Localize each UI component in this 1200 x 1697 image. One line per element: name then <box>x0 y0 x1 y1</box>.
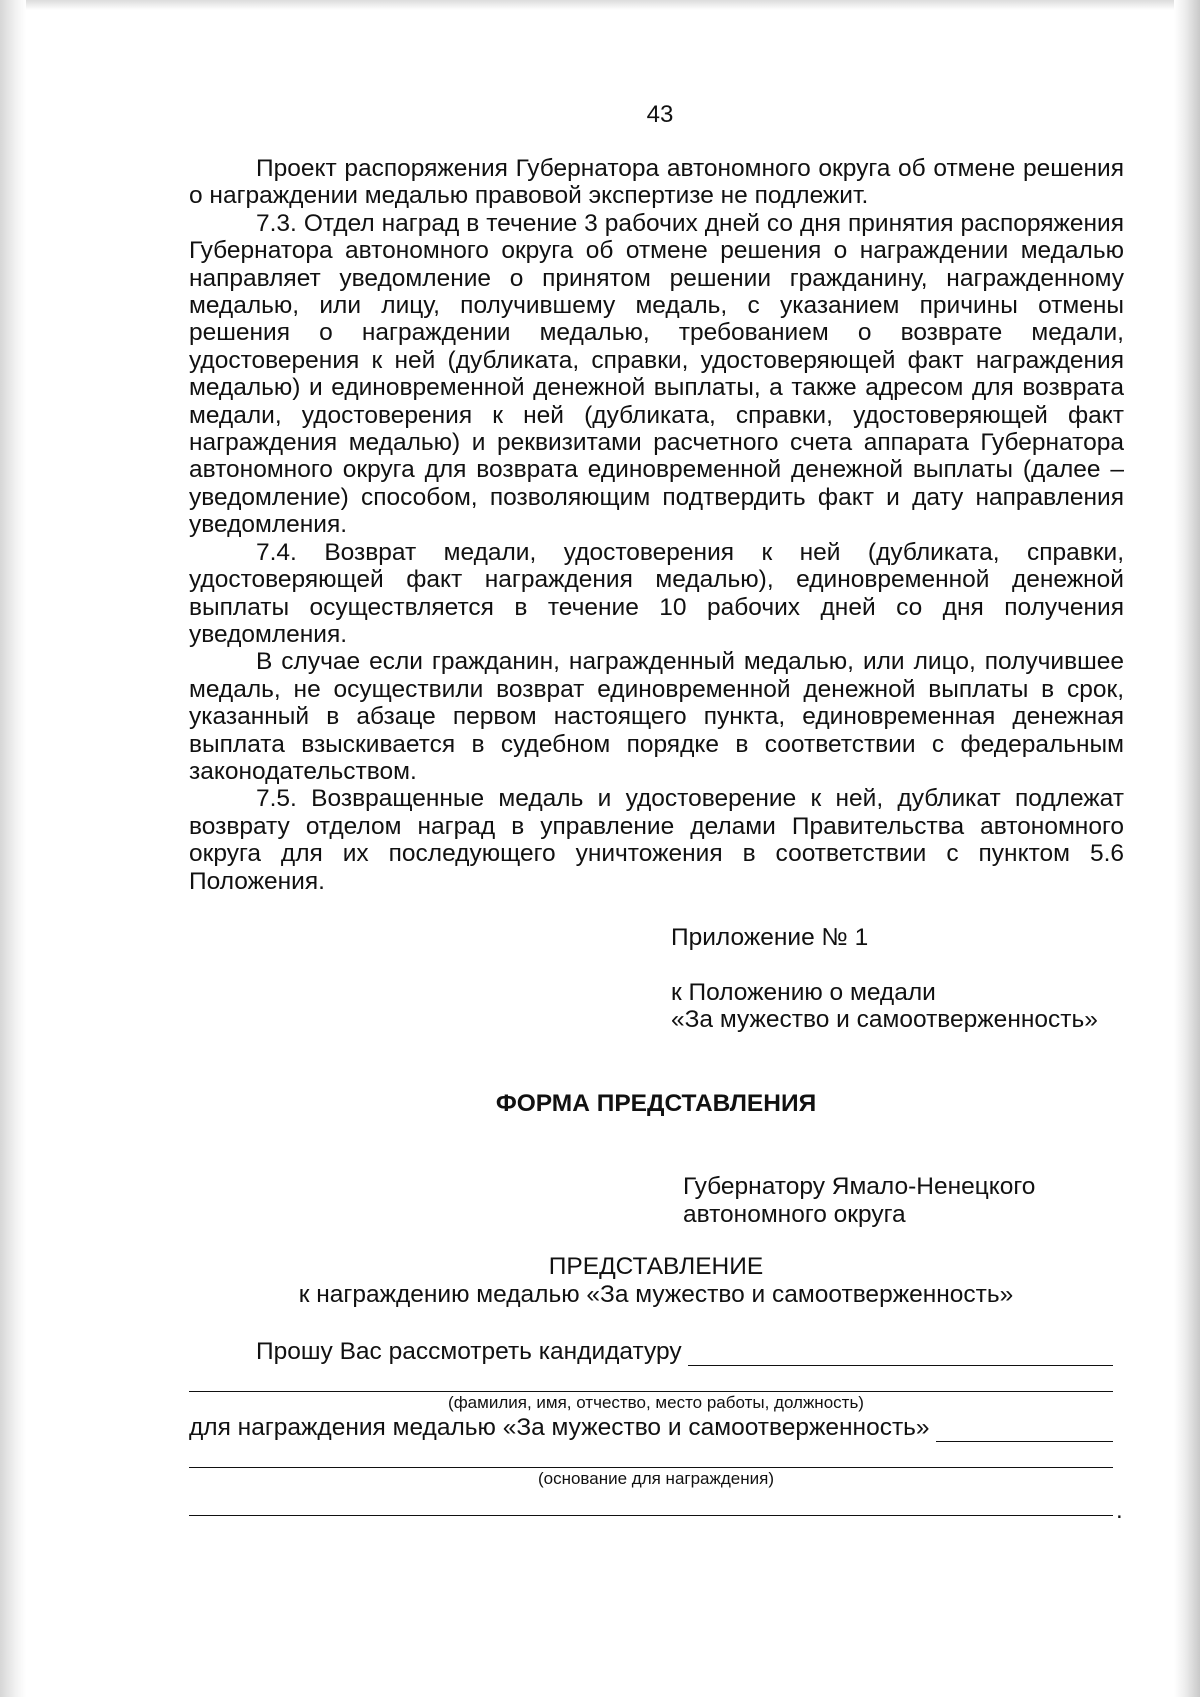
paragraph-7-4: 7.4. Возврат медали, удостоверения к ней (дубликата, справки, удостоверяющей факт награждения медалью), единовременной денежной выплаты осуществляется в течение 10 рабочих дней со дня получения уведомления. <box>189 538 1124 648</box>
candidate-details-line[interactable] <box>189 1365 1113 1392</box>
form-title: ФОРМА ПРЕДСТАВЛЕНИЯ <box>495 1090 817 1117</box>
addressee-line-2: автономного округа <box>683 1201 906 1228</box>
page-number: 43 <box>646 101 674 128</box>
appendix-title: Приложение № 1 <box>671 924 869 951</box>
candidate-caption: (фамилия, имя, отчество, место работы, должность) <box>448 1393 864 1412</box>
award-row <box>189 1414 1113 1442</box>
paragraph-recovery: В случае если гражданин, награжденный медалью, или лицо, получившее медаль, не осуществили возврат единовременной денежной выплаты в срок, указанный в абзаце первом настоящего пункта, единовременная денежная выплата взыскивается в судебном порядке в соответствии с федеральным законодательством. <box>189 648 1124 785</box>
scan-shadow-right <box>1174 0 1200 1697</box>
appendix-reference <box>671 979 1098 1033</box>
representation-header <box>0 1253 1200 1309</box>
end-period: . <box>1116 1497 1123 1524</box>
addressee-block <box>683 1173 1035 1229</box>
award-basis-line-final[interactable] <box>189 1492 1113 1516</box>
body-text <box>189 155 1124 895</box>
addressee-line-1: Губернатору Ямало-Ненецкого <box>683 1173 1036 1200</box>
basis-caption: (основание для награждения) <box>537 1469 775 1488</box>
candidate-name-field[interactable] <box>688 1341 1113 1366</box>
paragraph-7-5: 7.5. Возвращенные медаль и удостоверение к ней, дубликат подлежат возврату отделом наград в управление делами Правительства автономного округа для их последующего уничтожения в соответствии с пунктом 5.6 Положения. <box>189 785 1124 895</box>
paragraph-7-3: 7.3. Отдел наград в течение 3 рабочих дней со дня принятия распоряжения Губернатора автономного округа об отмене решения о награждении медалью направляет уведомление о принятом решении гражданину, награжденному медалью, или лицу, получившему медаль, с указанием причины отмены решения о награждении медалью, требованием о возврате медали, удостоверения к ней (дубликата, справки, удостоверяющей факт награждения медалью) и единовременной денежной выплаты, а также адресом для возврата медали, удостоверения к ней (дубликата, справки, удостоверяющей факт награждения медалью) и реквизитами расчетного счета аппарата Губернатора автономного округа для возврата единовременной денежной выплаты (далее – уведомление) способом, позволяющим подтвердить факт и дату направления уведомления. <box>189 209 1124 539</box>
scan-shadow-left <box>0 0 26 1697</box>
award-prompt: для награждения медалью «За мужество и самоотверженность» <box>189 1414 930 1441</box>
award-basis-field[interactable] <box>936 1417 1113 1442</box>
scan-shadow-top <box>0 0 1200 10</box>
appendix-reference-line-2: «За мужество и самоотверженность» <box>671 1006 1098 1033</box>
candidate-row <box>189 1338 1113 1366</box>
award-basis-line[interactable] <box>189 1441 1113 1468</box>
representation-subheading: к награждению медалью «За мужество и самоотверженность» <box>298 1281 1014 1308</box>
appendix-reference-line-1: к Положению о медали <box>671 979 936 1006</box>
paragraph-expertise: Проект распоряжения Губернатора автономного округа об отмене решения о награждении медалью правовой экспертизе не подлежит. <box>189 155 1124 210</box>
representation-heading: ПРЕДСТАВЛЕНИЕ <box>548 1253 764 1280</box>
candidate-prompt: Прошу Вас рассмотреть кандидатуру <box>256 1338 682 1365</box>
